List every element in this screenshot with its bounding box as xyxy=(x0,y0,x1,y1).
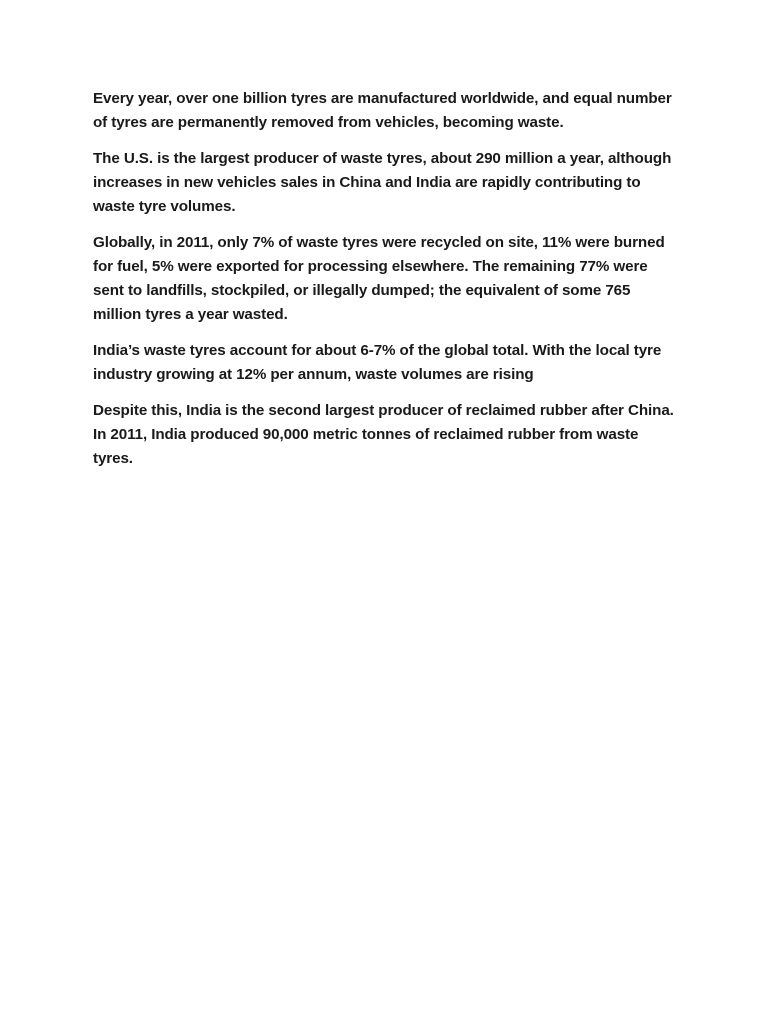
paragraph-india-reclaimed-rubber: Despite this, India is the second largest producer of reclaimed rubber after China. In 2011, India produced 90,000 metric tonnes of reclaimed rubber from waste tyres. xyxy=(93,402,674,467)
paragraph-india-waste-share: India’s waste tyres account for about 6-7% of the global total. With the local tyre industry growing at 12% per annum, waste volumes are rising xyxy=(93,342,662,383)
paragraph-us-waste-tyres: The U.S. is the largest producer of waste tyres, about 290 million a year, although increases in new vehicles sales in China and India are rapidly contributing to waste tyre volumes. xyxy=(93,150,672,215)
paragraph-waste-tyres-worldwide: Every year, over one billion tyres are manufactured worldwide, and equal number of tyres are permanently removed from vehicles, becoming waste. xyxy=(93,90,672,131)
document-body xyxy=(93,87,678,483)
paragraph-global-recycling-2011: Globally, in 2011, only 7% of waste tyres were recycled on site, 11% were burned for fuel, 5% were exported for processing elsewhere. The remaining 77% were sent to landfills, stockpiled, or illegally dumped; the equivalent of some 765 million tyres a year wasted. xyxy=(93,234,665,323)
